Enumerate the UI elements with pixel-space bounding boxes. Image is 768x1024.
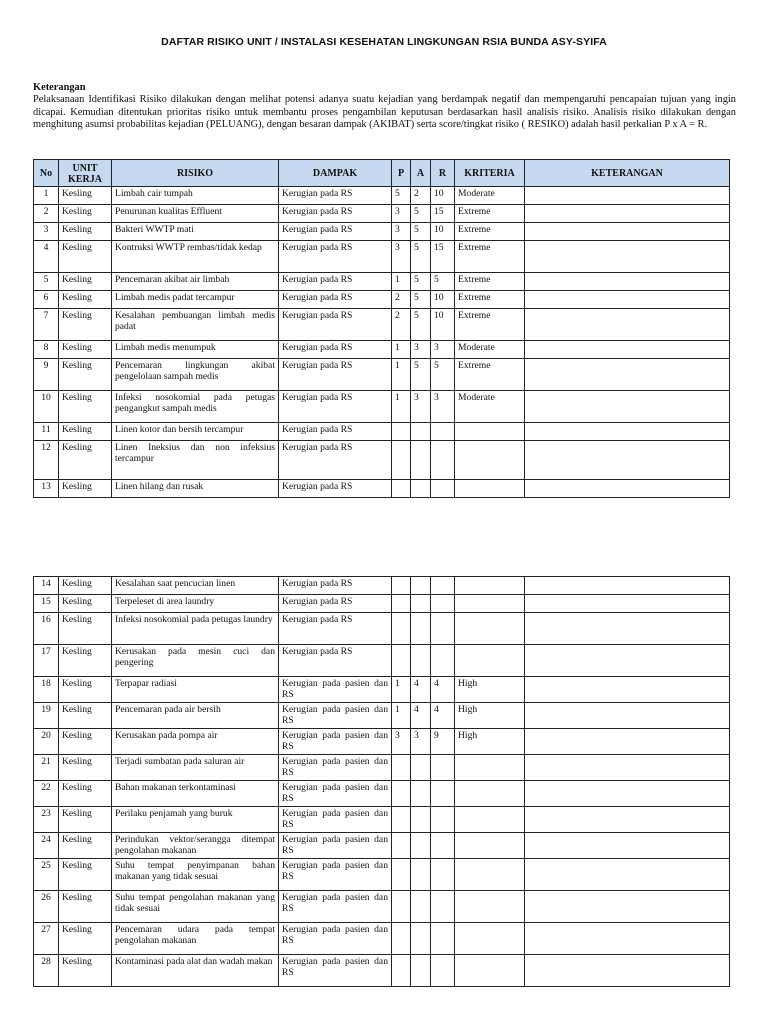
cell-a: [411, 441, 431, 480]
cell-kriteria: Extreme: [455, 273, 525, 291]
cell-risiko: Infeksi nosokomial pada petugas laundry: [112, 613, 279, 645]
cell-risiko: Kesalahan saat pencucian linen: [112, 577, 279, 595]
cell-risiko: Terpapar radiasi: [112, 677, 279, 703]
cell-keterangan: [525, 391, 730, 423]
cell-dampak: Kerugian pada pasien dan RS: [279, 807, 392, 833]
cell-dampak: Kerugian pada RS: [279, 309, 392, 341]
cell-unit-kerja: Kesling: [59, 205, 112, 223]
cell-r: [431, 441, 455, 480]
table-row: [34, 423, 730, 441]
table-row: [34, 729, 730, 755]
cell-a: 5: [411, 291, 431, 309]
cell-dampak: Kerugian pada pasien dan RS: [279, 955, 392, 987]
cell-unit-kerja: Kesling: [59, 677, 112, 703]
cell-keterangan: [525, 273, 730, 291]
cell-no: 18: [34, 677, 59, 703]
cell-no: 21: [34, 755, 59, 781]
table-row: [34, 187, 730, 205]
header-a: A: [411, 160, 431, 187]
keterangan-text: Pelaksanaan Identifikasi Risiko dilakukan dengan melihat potensi adanya suatu kejadian yang berdampak negatif dan mempengaruhi pencapaian tujuan yang ingin dicapai. Kemudian ditentukan prioritas risiko untuk membantu proses pengambilan keputusan berdasarkan hasil analisis risiko. Analisis risiko dilakukan dengan menghitung asumsi probabilitas kejadian (PELUANG), dengan besaran dampak (AKIBAT) serta score/tingkat risiko ( RESIKO) adalah hasil perkalian P x A = R.: [33, 94, 736, 131]
cell-dampak: Kerugian pada pasien dan RS: [279, 891, 392, 923]
cell-p: [392, 955, 411, 987]
cell-a: 5: [411, 273, 431, 291]
cell-keterangan: [525, 703, 730, 729]
cell-unit-kerja: Kesling: [59, 359, 112, 391]
cell-r: 3: [431, 391, 455, 423]
cell-kriteria: [455, 613, 525, 645]
cell-kriteria: Moderate: [455, 341, 525, 359]
cell-dampak: Kerugian pada pasien dan RS: [279, 833, 392, 859]
cell-kriteria: [455, 923, 525, 955]
cell-unit-kerja: Kesling: [59, 923, 112, 955]
header-r: R: [431, 160, 455, 187]
table-row: [34, 755, 730, 781]
cell-a: [411, 480, 431, 498]
header-unit-kerja: UNIT KERJA: [59, 160, 112, 187]
cell-risiko: Penurunan kualitas Effluent: [112, 205, 279, 223]
cell-r: [431, 923, 455, 955]
cell-p: 3: [392, 729, 411, 755]
cell-unit-kerja: Kesling: [59, 441, 112, 480]
cell-risiko: Perindukan vektor/serangga ditempat pengolahan makanan: [112, 833, 279, 859]
cell-unit-kerja: Kesling: [59, 807, 112, 833]
cell-r: [431, 807, 455, 833]
cell-risiko: Limbah medis padat tercampur: [112, 291, 279, 309]
document-title: DAFTAR RISIKO UNIT / INSTALASI KESEHATAN LINGKUNGAN RSIA BUNDA ASY-SYIFA: [161, 36, 607, 48]
cell-unit-kerja: Kesling: [59, 613, 112, 645]
cell-p: [392, 595, 411, 613]
cell-kriteria: [455, 423, 525, 441]
cell-p: [392, 891, 411, 923]
cell-dampak: Kerugian pada RS: [279, 577, 392, 595]
cell-risiko: Kerusakan pada pompa air: [112, 729, 279, 755]
keterangan-section: [33, 82, 736, 132]
cell-risiko: Limbah cair tumpah: [112, 187, 279, 205]
table-row: [34, 241, 730, 273]
cell-kriteria: [455, 955, 525, 987]
cell-p: [392, 645, 411, 677]
cell-r: [431, 833, 455, 859]
cell-r: 15: [431, 241, 455, 273]
cell-risiko: Pencemaran pada air bersih: [112, 703, 279, 729]
cell-keterangan: [525, 613, 730, 645]
cell-r: 10: [431, 309, 455, 341]
cell-no: 10: [34, 391, 59, 423]
cell-keterangan: [525, 955, 730, 987]
cell-kriteria: [455, 833, 525, 859]
table-row: [34, 273, 730, 291]
cell-p: [392, 480, 411, 498]
cell-risiko: Pencemaran akibat air limbah: [112, 273, 279, 291]
cell-risiko: Kesalahan pembuangan limbah medis padat: [112, 309, 279, 341]
cell-unit-kerja: Kesling: [59, 729, 112, 755]
cell-no: 3: [34, 223, 59, 241]
cell-unit-kerja: Kesling: [59, 577, 112, 595]
table-row: [34, 223, 730, 241]
cell-dampak: Kerugian pada RS: [279, 645, 392, 677]
cell-no: 8: [34, 341, 59, 359]
cell-keterangan: [525, 677, 730, 703]
header-kriteria: KRITERIA: [455, 160, 525, 187]
cell-r: [431, 955, 455, 987]
table-row: [34, 391, 730, 423]
cell-a: [411, 423, 431, 441]
cell-kriteria: [455, 480, 525, 498]
header-p: P: [392, 160, 411, 187]
cell-a: 2: [411, 187, 431, 205]
cell-unit-kerja: Kesling: [59, 781, 112, 807]
cell-risiko: Bakteri WWTP mati: [112, 223, 279, 241]
cell-p: 1: [392, 677, 411, 703]
cell-kriteria: [455, 859, 525, 891]
cell-no: 17: [34, 645, 59, 677]
cell-risiko: Bahan makanan terkontaminasi: [112, 781, 279, 807]
cell-no: 5: [34, 273, 59, 291]
cell-no: 12: [34, 441, 59, 480]
cell-no: 20: [34, 729, 59, 755]
cell-dampak: Kerugian pada RS: [279, 595, 392, 613]
cell-a: 3: [411, 729, 431, 755]
cell-p: [392, 807, 411, 833]
cell-keterangan: [525, 309, 730, 341]
cell-dampak: Kerugian pada pasien dan RS: [279, 703, 392, 729]
cell-unit-kerja: Kesling: [59, 955, 112, 987]
cell-p: [392, 441, 411, 480]
cell-p: [392, 423, 411, 441]
cell-dampak: Kerugian pada pasien dan RS: [279, 755, 392, 781]
cell-r: 9: [431, 729, 455, 755]
cell-kriteria: Extreme: [455, 291, 525, 309]
cell-a: 5: [411, 205, 431, 223]
cell-keterangan: [525, 577, 730, 595]
cell-kriteria: [455, 577, 525, 595]
cell-keterangan: [525, 441, 730, 480]
cell-kriteria: High: [455, 729, 525, 755]
cell-no: 7: [34, 309, 59, 341]
header-keterangan: KETERANGAN: [525, 160, 730, 187]
cell-kriteria: [455, 645, 525, 677]
cell-no: 1: [34, 187, 59, 205]
cell-kriteria: Extreme: [455, 309, 525, 341]
cell-keterangan: [525, 807, 730, 833]
risk-table-page-2: [33, 576, 730, 987]
cell-kriteria: Extreme: [455, 205, 525, 223]
cell-no: 24: [34, 833, 59, 859]
table-row: [34, 595, 730, 613]
cell-a: [411, 807, 431, 833]
cell-unit-kerja: Kesling: [59, 391, 112, 423]
table-row: [34, 613, 730, 645]
cell-a: [411, 833, 431, 859]
cell-dampak: Kerugian pada pasien dan RS: [279, 677, 392, 703]
cell-dampak: Kerugian pada RS: [279, 391, 392, 423]
cell-kriteria: Moderate: [455, 391, 525, 423]
cell-p: [392, 577, 411, 595]
cell-r: [431, 595, 455, 613]
cell-p: [392, 833, 411, 859]
cell-r: 10: [431, 223, 455, 241]
cell-a: 5: [411, 359, 431, 391]
cell-keterangan: [525, 223, 730, 241]
cell-dampak: Kerugian pada RS: [279, 241, 392, 273]
cell-keterangan: [525, 241, 730, 273]
cell-r: [431, 613, 455, 645]
cell-no: 19: [34, 703, 59, 729]
cell-kriteria: [455, 441, 525, 480]
cell-no: 11: [34, 423, 59, 441]
cell-dampak: Kerugian pada pasien dan RS: [279, 781, 392, 807]
table-row: [34, 833, 730, 859]
cell-keterangan: [525, 595, 730, 613]
cell-keterangan: [525, 205, 730, 223]
table-row: [34, 341, 730, 359]
cell-dampak: Kerugian pada RS: [279, 223, 392, 241]
cell-r: 5: [431, 273, 455, 291]
cell-r: [431, 480, 455, 498]
cell-risiko: Suhu tempat penyimpanan bahan makanan yang tidak sesuai: [112, 859, 279, 891]
cell-dampak: Kerugian pada RS: [279, 480, 392, 498]
cell-p: 1: [392, 359, 411, 391]
cell-p: [392, 755, 411, 781]
table-row: [34, 309, 730, 341]
cell-no: 4: [34, 241, 59, 273]
header-no: No: [34, 160, 59, 187]
cell-risiko: Perilaku penjamah yang buruk: [112, 807, 279, 833]
table-row: [34, 703, 730, 729]
table-row: [34, 677, 730, 703]
cell-r: [431, 891, 455, 923]
cell-unit-kerja: Kesling: [59, 833, 112, 859]
risk-table-page-1: [33, 159, 730, 498]
cell-risiko: Limbah medis menumpuk: [112, 341, 279, 359]
table-header-row: [34, 160, 730, 187]
cell-unit-kerja: Kesling: [59, 423, 112, 441]
cell-unit-kerja: Kesling: [59, 291, 112, 309]
cell-no: 26: [34, 891, 59, 923]
cell-r: 15: [431, 205, 455, 223]
cell-a: [411, 923, 431, 955]
cell-risiko: Terjadi sumbatan pada saluran air: [112, 755, 279, 781]
table-row: [34, 291, 730, 309]
cell-kriteria: [455, 595, 525, 613]
table-row: [34, 807, 730, 833]
cell-no: 27: [34, 923, 59, 955]
cell-kriteria: High: [455, 703, 525, 729]
table-row: [34, 441, 730, 480]
cell-dampak: Kerugian pada pasien dan RS: [279, 859, 392, 891]
table-row: [34, 955, 730, 987]
cell-dampak: Kerugian pada RS: [279, 423, 392, 441]
cell-r: 3: [431, 341, 455, 359]
cell-r: [431, 423, 455, 441]
header-risiko: RISIKO: [112, 160, 279, 187]
cell-kriteria: Extreme: [455, 223, 525, 241]
table-row: [34, 645, 730, 677]
cell-a: 5: [411, 309, 431, 341]
cell-no: 14: [34, 577, 59, 595]
table-row: [34, 359, 730, 391]
cell-keterangan: [525, 833, 730, 859]
cell-keterangan: [525, 729, 730, 755]
cell-keterangan: [525, 423, 730, 441]
cell-r: [431, 645, 455, 677]
cell-p: 3: [392, 223, 411, 241]
cell-kriteria: Moderate: [455, 187, 525, 205]
cell-no: 23: [34, 807, 59, 833]
table-row: [34, 891, 730, 923]
cell-keterangan: [525, 187, 730, 205]
table-row: [34, 577, 730, 595]
cell-a: [411, 577, 431, 595]
cell-a: [411, 755, 431, 781]
cell-risiko: Kontaminasi pada alat dan wadah makan: [112, 955, 279, 987]
cell-dampak: Kerugian pada RS: [279, 291, 392, 309]
cell-unit-kerja: Kesling: [59, 480, 112, 498]
cell-p: 1: [392, 273, 411, 291]
cell-dampak: Kerugian pada pasien dan RS: [279, 729, 392, 755]
cell-p: 3: [392, 241, 411, 273]
cell-risiko: Pencemaran udara pada tempat pengolahan makanan: [112, 923, 279, 955]
table-row: [34, 480, 730, 498]
cell-dampak: Kerugian pada RS: [279, 359, 392, 391]
cell-keterangan: [525, 480, 730, 498]
cell-p: 3: [392, 205, 411, 223]
cell-keterangan: [525, 859, 730, 891]
cell-unit-kerja: Kesling: [59, 595, 112, 613]
cell-no: 13: [34, 480, 59, 498]
cell-p: 2: [392, 291, 411, 309]
cell-unit-kerja: Kesling: [59, 859, 112, 891]
cell-no: 25: [34, 859, 59, 891]
cell-keterangan: [525, 891, 730, 923]
cell-no: 28: [34, 955, 59, 987]
cell-unit-kerja: Kesling: [59, 891, 112, 923]
cell-r: 4: [431, 703, 455, 729]
cell-p: 1: [392, 341, 411, 359]
cell-p: [392, 923, 411, 955]
cell-unit-kerja: Kesling: [59, 187, 112, 205]
cell-keterangan: [525, 755, 730, 781]
cell-keterangan: [525, 781, 730, 807]
table-row: [34, 923, 730, 955]
cell-a: 3: [411, 391, 431, 423]
cell-p: [392, 613, 411, 645]
cell-a: [411, 645, 431, 677]
cell-p: 1: [392, 703, 411, 729]
cell-p: 1: [392, 391, 411, 423]
cell-dampak: Kerugian pada RS: [279, 273, 392, 291]
header-dampak: DAMPAK: [279, 160, 392, 187]
cell-risiko: Infeksi nosokomial pada petugas pengangkut sampah medis: [112, 391, 279, 423]
cell-a: 5: [411, 241, 431, 273]
cell-unit-kerja: Kesling: [59, 241, 112, 273]
cell-risiko: Pencemaran lingkungan akibat pengelolaan sampah medis: [112, 359, 279, 391]
cell-r: 10: [431, 291, 455, 309]
table-row: [34, 205, 730, 223]
cell-a: [411, 781, 431, 807]
cell-unit-kerja: Kesling: [59, 223, 112, 241]
cell-r: [431, 755, 455, 781]
cell-a: 4: [411, 703, 431, 729]
cell-a: [411, 891, 431, 923]
cell-a: 5: [411, 223, 431, 241]
cell-p: [392, 859, 411, 891]
cell-p: 2: [392, 309, 411, 341]
cell-no: 16: [34, 613, 59, 645]
cell-kriteria: [455, 755, 525, 781]
cell-a: [411, 859, 431, 891]
keterangan-heading: Keterangan: [33, 82, 86, 93]
cell-r: 4: [431, 677, 455, 703]
table-row: [34, 859, 730, 891]
cell-unit-kerja: Kesling: [59, 273, 112, 291]
cell-unit-kerja: Kesling: [59, 645, 112, 677]
cell-dampak: Kerugian pada RS: [279, 441, 392, 480]
cell-unit-kerja: Kesling: [59, 309, 112, 341]
cell-risiko: Linen Ineksius dan non infeksius tercampur: [112, 441, 279, 480]
cell-keterangan: [525, 645, 730, 677]
cell-r: [431, 577, 455, 595]
cell-r: [431, 781, 455, 807]
cell-p: [392, 781, 411, 807]
cell-a: 4: [411, 677, 431, 703]
cell-no: 2: [34, 205, 59, 223]
cell-keterangan: [525, 291, 730, 309]
cell-kriteria: [455, 891, 525, 923]
cell-kriteria: [455, 807, 525, 833]
cell-unit-kerja: Kesling: [59, 755, 112, 781]
table-row: [34, 781, 730, 807]
cell-risiko: Linen kotor dan bersih tercampur: [112, 423, 279, 441]
cell-risiko: Linen hilang dan rusak: [112, 480, 279, 498]
cell-keterangan: [525, 359, 730, 391]
cell-a: 3: [411, 341, 431, 359]
cell-unit-kerja: Kesling: [59, 703, 112, 729]
cell-a: [411, 613, 431, 645]
cell-no: 6: [34, 291, 59, 309]
cell-keterangan: [525, 923, 730, 955]
cell-no: 15: [34, 595, 59, 613]
cell-unit-kerja: Kesling: [59, 341, 112, 359]
cell-kriteria: Extreme: [455, 359, 525, 391]
cell-kriteria: Extreme: [455, 241, 525, 273]
cell-r: [431, 859, 455, 891]
cell-risiko: Kontruksi WWTP rembas/tidak kedap: [112, 241, 279, 273]
cell-r: 5: [431, 359, 455, 391]
cell-dampak: Kerugian pada RS: [279, 613, 392, 645]
cell-dampak: Kerugian pada RS: [279, 205, 392, 223]
cell-dampak: Kerugian pada RS: [279, 341, 392, 359]
cell-risiko: Suhu tempat pengolahan makanan yang tidak sesuai: [112, 891, 279, 923]
cell-risiko: Kerusakan pada mesin cuci dan pengering: [112, 645, 279, 677]
cell-no: 22: [34, 781, 59, 807]
cell-kriteria: High: [455, 677, 525, 703]
cell-kriteria: [455, 781, 525, 807]
cell-keterangan: [525, 341, 730, 359]
cell-risiko: Terpeleset di area laundry: [112, 595, 279, 613]
cell-a: [411, 955, 431, 987]
cell-no: 9: [34, 359, 59, 391]
cell-p: 5: [392, 187, 411, 205]
cell-dampak: Kerugian pada pasien dan RS: [279, 923, 392, 955]
cell-dampak: Kerugian pada RS: [279, 187, 392, 205]
cell-r: 10: [431, 187, 455, 205]
cell-a: [411, 595, 431, 613]
